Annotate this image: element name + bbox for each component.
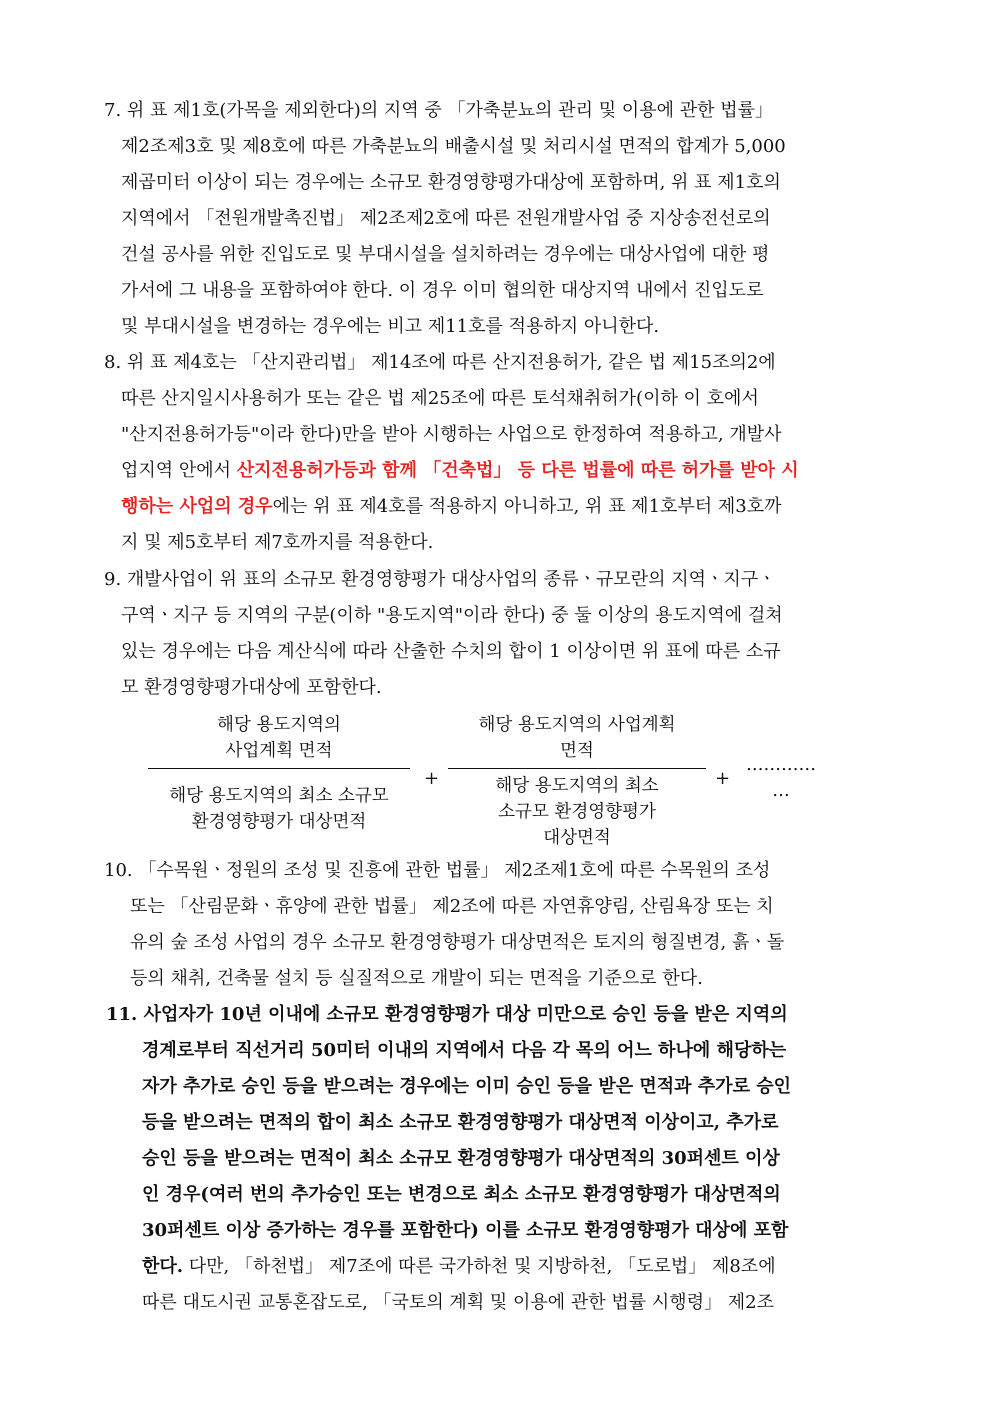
item8-line: 8. 위 표 제4호는 「산지관리법」 제14조에 따른 산지전용허가, 같은 법 제15조의2에 [104, 352, 776, 373]
item11-plain-text: 다만, 「하천법」 제7조에 따른 국가하천 및 지방하천, 「도로법」 제8조에 [183, 1256, 776, 1277]
item11-line: 승인 등을 받으려는 면적이 최소 소규모 환경영향평가 대상면적의 30퍼센트 이상 [142, 1148, 780, 1169]
item7-line: 지역에서 「전원개발촉진법」 제2조제2호에 따른 전원개발사업 중 지상송전선로의 [121, 208, 771, 229]
item9-line: 모 환경영향평가대상에 포함한다. [121, 677, 382, 698]
item11-line: 인 경우(여러 번의 추가승인 또는 변경으로 최소 소규모 환경영향평가 대상면적의 [142, 1184, 781, 1205]
item8-emphasis-text: 행하는 사업의 경우 [121, 496, 273, 517]
fraction-text: 소규모 환경영향평가 [498, 802, 656, 822]
plus-sign: + [424, 768, 440, 789]
fraction-text: 사업계획 면적 [225, 741, 333, 761]
note-item-7 [104, 93, 894, 345]
fraction-1 [148, 712, 410, 835]
note-item-9 [104, 562, 894, 706]
item10-line: 또는 「산림문화ㆍ휴양에 관한 법률」 제2조에 따른 자연휴양림, 산림욕장 또는 치 [130, 896, 774, 917]
item10-line: 유의 숲 조성 사업의 경우 소규모 환경영향평가 대상면적은 토지의 형질변경, 흙ㆍ돌 [130, 932, 785, 953]
item7-line: 7. 위 표 제1호(가목을 제외한다)의 지역 중 「가축분뇨의 관리 및 이용에 관한 법률」 [104, 100, 773, 121]
fraction-text: 환경영향평가 대상면적 [191, 812, 367, 832]
item11-line: 30퍼센트 이상 증가하는 경우를 포함한다) 이를 소규모 환경영향평가 대상에 포함 [142, 1220, 789, 1241]
item8-line: 따른 산지일시사용허가 또는 같은 법 제25조에 따른 토석채취허가(이하 이 호에서 [121, 388, 759, 409]
item8-line: 지 및 제5호부터 제7호까지를 적용한다. [121, 532, 434, 553]
fraction-text: 면적 [560, 741, 594, 761]
fraction-text: 해당 용도지역의 [217, 715, 341, 735]
item8-line [104, 453, 894, 489]
item11-bold-text: 한다. [142, 1256, 184, 1277]
note-item-11 [106, 997, 896, 1321]
item11-line: 자가 추가로 승인 등을 받으려는 경우에는 이미 승인 등을 받은 면적과 추가로 승인 [142, 1076, 791, 1097]
item8-line: "산지전용허가등"이라 한다)만을 받아 시행하는 사업으로 한정하여 적용하고, 개발사 [121, 424, 782, 445]
fraction-text: 해당 용도지역의 최소 [495, 776, 659, 796]
fraction-1-numerator [148, 712, 410, 768]
item7-line: 제2조제3호 및 제8호에 따른 가축분뇨의 배출시설 및 처리시설 면적의 합계가 5,000 [121, 136, 786, 157]
item11-line: 따른 대도시권 교통혼잡도로, 「국토의 계획 및 이용에 관한 법률 시행령」 제2조 [142, 1292, 775, 1313]
item9-line: 있는 경우에는 다음 계산식에 따라 산출한 수치의 합이 1 이상이면 위 표에 따른 소규 [121, 641, 781, 662]
item8-line [104, 489, 894, 525]
fraction-3 [742, 752, 820, 804]
item10-line: 등의 채취, 건축물 설치 등 실질적으로 개발이 되는 면적을 기준으로 한다. [130, 968, 703, 989]
fraction-2-numerator [448, 712, 706, 768]
plus-sign: + [715, 768, 731, 789]
note-item-8 [104, 345, 894, 561]
fraction-text: 해당 용도지역의 최소 소규모 [169, 786, 389, 806]
item7-line: 제곱미터 이상이 되는 경우에는 소규모 환경영향평가대상에 포함하며, 위 표 제1호의 [121, 172, 781, 193]
item8-emphasis-text: 산지전용허가등과 함께 「건축법」 등 다른 법률에 따른 허가를 받아 시 [236, 460, 799, 481]
item8-plain-text: 에는 위 표 제4호를 적용하지 아니하고, 위 표 제1호부터 제3호까 [272, 496, 782, 517]
fraction-3-numerator: ………… [746, 755, 816, 775]
item8-plain-text: 업지역 안에서 [121, 460, 237, 481]
area-ratio-formula [148, 712, 848, 852]
item11-line [106, 1249, 896, 1285]
item7-line: 건설 공사를 위한 진입도로 및 부대시설을 설치하려는 경우에는 대상사업에 대한 평 [121, 244, 770, 265]
item11-line: 등을 받으려는 면적의 합이 최소 소규모 환경영향평가 대상면적 이상이고, 추가로 [142, 1112, 779, 1133]
item9-line: 9. 개발사업이 위 표의 소규모 환경영향평가 대상사업의 종류ㆍ규모란의 지역ㆍ지구ㆍ [104, 569, 776, 590]
item7-line: 및 부대시설을 변경하는 경우에는 비고 제11호를 적용하지 아니한다. [121, 316, 660, 337]
item7-line: 가서에 그 내용을 포함하여야 한다. 이 경우 이미 협의한 대상지역 내에서 진입도로 [121, 280, 764, 301]
fraction-2 [448, 712, 706, 851]
item9-line: 구역ㆍ지구 등 지역의 구분(이하 "용도지역"이라 한다) 중 둘 이상의 용도지역에 걸쳐 [121, 605, 783, 626]
item11-line: 11. 사업자가 10년 이내에 소규모 환경영향평가 대상 미만으로 승인 등을 받은 지역의 [106, 1004, 788, 1025]
fraction-3-denominator: … [772, 781, 790, 801]
fraction-text: 대상면적 [543, 828, 611, 848]
note-item-10 [104, 853, 894, 997]
fraction-1-denominator [148, 768, 410, 835]
fraction-2-denominator [448, 768, 706, 851]
item10-line: 10. 「수목원ㆍ정원의 조성 및 진흥에 관한 법률」 제2조제1호에 따른 수목원의 조성 [104, 860, 771, 881]
fraction-text: 해당 용도지역의 사업계획 [478, 715, 676, 735]
item11-line: 경계로부터 직선거리 50미터 이내의 지역에서 다음 각 목의 어느 하나에 해당하는 [142, 1040, 787, 1061]
